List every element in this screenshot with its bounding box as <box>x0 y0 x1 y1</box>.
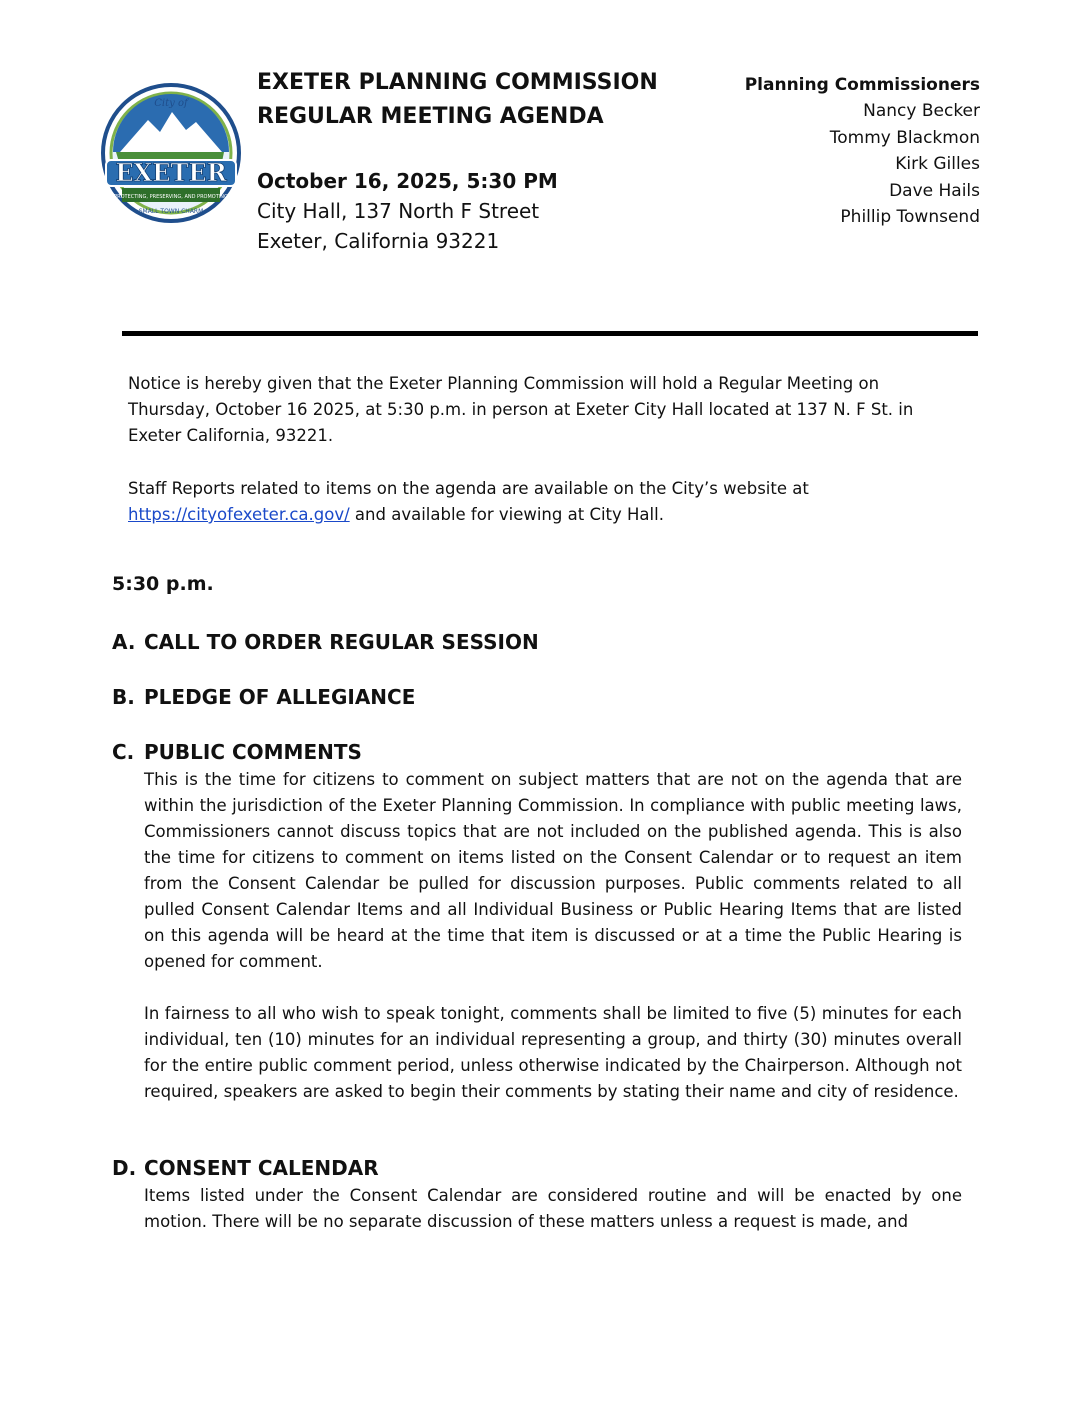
meeting-date-time: October 16, 2025, 5:30 PM <box>257 169 558 193</box>
section-consent-calendar <box>112 1153 962 1261</box>
section-heading: CONSENT CALENDAR <box>144 1156 379 1180</box>
city-of-exeter-logo <box>100 82 242 224</box>
section-body <box>144 1183 962 1235</box>
section-pledge <box>112 682 962 712</box>
section-heading: CALL TO ORDER REGULAR SESSION <box>144 630 539 654</box>
logo-wordmark: EXETER <box>115 158 227 187</box>
logo-banner: PROTECTING, PRESERVING, AND PROMOTING <box>114 194 228 200</box>
section-letter: C. <box>112 740 135 764</box>
staff-reports-text-end: and available for viewing at City Hall. <box>349 505 664 524</box>
public-comments-paragraph-2: In fairness to all who wish to speak tonight, comments shall be limited to five (5) minutes for each individual, ten (10) minutes for an individual representing a group, and thirty (30) minutes overall for the entire public comment period, unless otherwise indicated by the Chairperson. Although not required, speakers are asked to begin their comments by stating their name and city of residence. <box>144 1004 962 1101</box>
section-title <box>112 1153 962 1183</box>
section-title <box>112 682 962 712</box>
section-heading: PLEDGE OF ALLEGIANCE <box>144 685 416 709</box>
notice-paragraph: Notice is hereby given that the Exeter Planning Commission will hold a Regular Meeting on Thursday, October 16 2025, at 5:30 p.m. in person at Exeter City Hall located at 137 N. F St. in Exeter California, 93221. <box>128 374 914 445</box>
commissioner-name: Nancy Becker <box>863 101 980 121</box>
title-line-1: EXETER PLANNING COMMISSION <box>257 70 658 95</box>
header-divider <box>122 331 978 336</box>
commissioners-heading: Planning Commissioners <box>744 75 980 95</box>
commissioner-name: Tommy Blackmon <box>829 127 980 148</box>
commissioners-list <box>680 72 980 231</box>
staff-reports-paragraph <box>128 476 958 528</box>
section-letter: D. <box>112 1156 137 1180</box>
staff-reports-text: Staff Reports related to items on the agenda are available on the City’s website at <box>128 479 809 498</box>
logo-bottom-text: SMALL TOWN CHARM <box>138 208 204 215</box>
section-title <box>112 737 962 767</box>
title-block <box>257 66 727 256</box>
commissioner-name: Phillip Townsend <box>840 207 980 227</box>
section-title <box>112 627 962 657</box>
commissioner-name: Dave Hails <box>889 180 980 201</box>
consent-calendar-paragraph: Items listed under the Consent Calendar are considered routine and will be enacted by one motion. There will be no separate discussion of these matters unless a request is made, and <box>144 1186 962 1231</box>
address-line-2: Exeter, California 93221 <box>257 229 500 253</box>
logo-top-script: City of <box>154 98 188 109</box>
section-letter: A. <box>112 630 136 654</box>
section-letter: B. <box>112 685 135 709</box>
section-call-to-order <box>112 627 962 657</box>
city-website-link[interactable]: https://cityofexeter.ca.gov/ <box>128 505 350 524</box>
address-line-1: City Hall, 137 North F Street <box>257 199 540 223</box>
section-heading: PUBLIC COMMENTS <box>144 740 362 764</box>
meeting-notice <box>128 371 958 555</box>
commissioner-name: Kirk Gilles <box>895 154 980 174</box>
public-comments-paragraph-1: This is the time for citizens to comment on subject matters that are not on the agenda that are within the jurisdiction of the Exeter Planning Commission. In compliance with public meeting laws, Commissioners cannot discuss topics that are not included on the published agenda. This is also the time for citizens to comment on items listed on the Consent Calendar or to request an item from the Consent Calendar be pulled for discussion purposes. Public comments related to all pulled Consent Calendar Items and all Individual Business or Public Hearing Items that are listed on this agenda will be heard at the time that item is discussed or at a time the Public Hearing is opened for comment. <box>144 770 962 971</box>
session-time: 5:30 p.m. <box>112 573 214 595</box>
section-public-comments <box>112 737 962 1131</box>
section-body <box>144 767 962 1105</box>
title-line-2: REGULAR MEETING AGENDA <box>257 104 604 129</box>
